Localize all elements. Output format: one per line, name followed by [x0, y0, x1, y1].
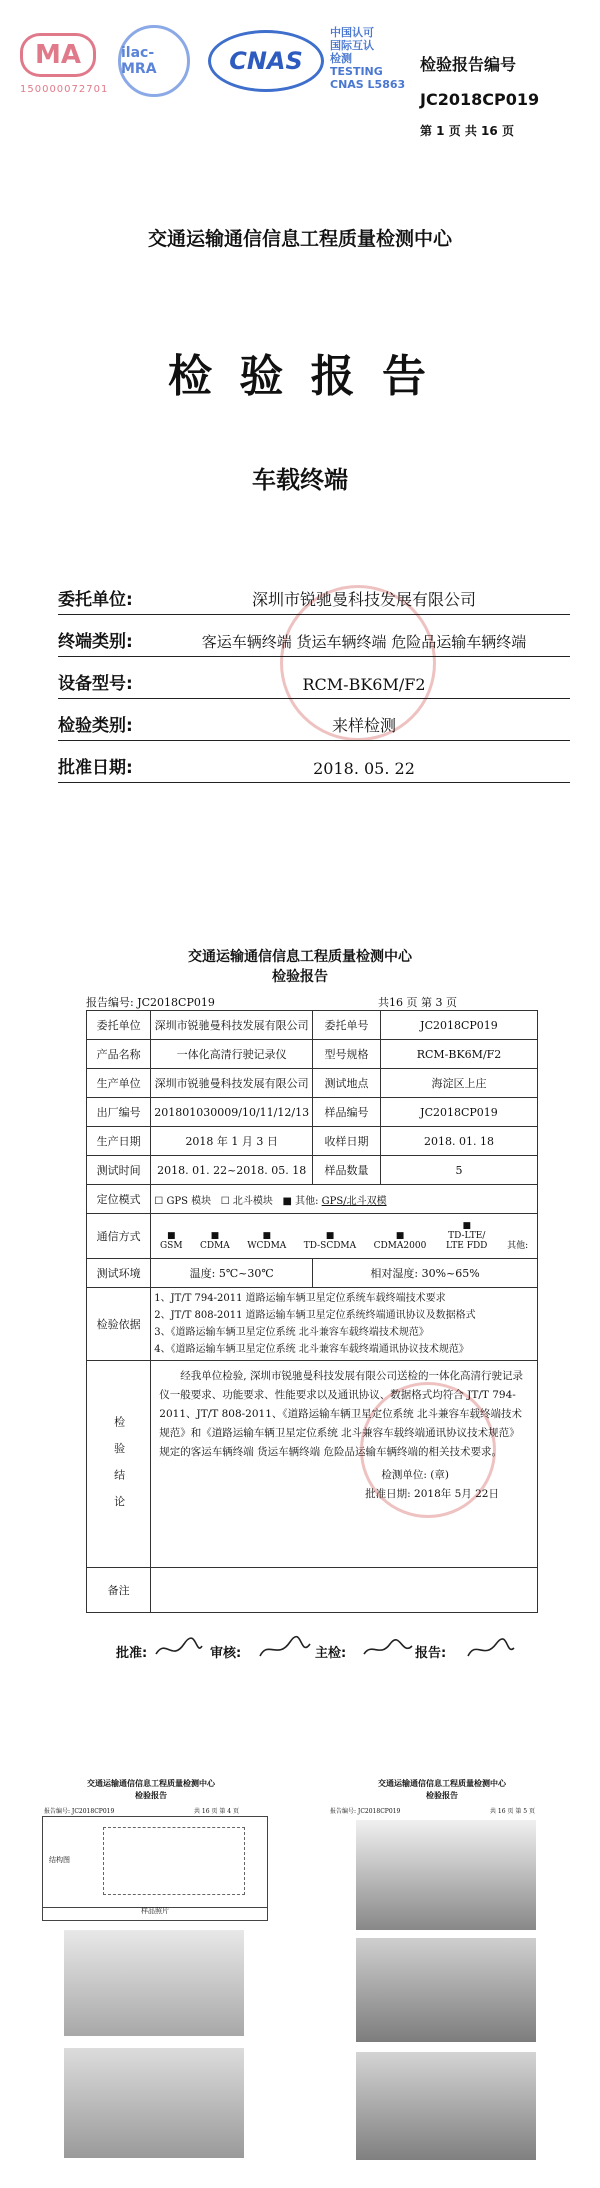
cnas-text-block: 中国认可 国际互认 检测 TESTING CNAS L5863	[330, 26, 406, 91]
table-row: 生产日期 2018 年 1 月 3 日 收样日期 2018. 01. 18	[87, 1127, 538, 1156]
report-title: 检 验 报 告	[168, 351, 432, 402]
report-page-4	[14, 1764, 288, 2176]
p4-title: 检验报告	[426, 1791, 458, 1800]
comm-tdscdma: ■ TD-SCDMA	[303, 1231, 357, 1251]
table-row: 出厂编号 201801030009/10/11/12/13 样品编号 JC2018CP019	[87, 1098, 538, 1127]
field-approve-date: 批准日期: 2018. 05. 22	[58, 750, 570, 783]
ma-number: 150000072701	[20, 84, 109, 95]
p2-org: 交通运输通信信息工程质量检测中心	[188, 949, 412, 965]
report-no-label: 检验报告编号	[420, 55, 517, 74]
p3-photo-label: 样品照片	[141, 1907, 169, 1915]
comm-gsm: ■ GSM	[159, 1231, 183, 1251]
signer-review: 审核:	[210, 1646, 242, 1661]
circuit-board-photo-2	[356, 2052, 536, 2160]
conclusion-row: 检 验 结 论 经我单位检验, 深圳市锐驰曼科技发展有限公司送检的一体化高清行驶记录仪一般要求、功能要求、性能要求以及通讯协议、数据格式均符合 JT/T 794-2011、JT/T 808-2011、《道路运输车辆卫星定位系统 北斗兼容车载终端技术规范》和《道路运输车辆卫星定位系统 北斗兼容车载终端通讯协议技术规范》规定的客运车辆终端 货运车辆终端 危险品运输车辆终端的相关技术要求。 检测单位: (章) 批准日期: 2018年 5月 22日	[87, 1361, 538, 1568]
cover-page	[0, 0, 600, 880]
position-mode-row: 定位模式 ☐ GPS 模块 ☐ 北斗模块 ■ 其他: GPS/北斗双模	[87, 1185, 538, 1214]
org-name: 交通运输通信信息工程质量检测中心	[147, 228, 452, 250]
comm-mode-row: 通信方式 ■ GSM ■ CDMA ■ WCDMA ■ TD-SCDMA ■ CDMA2000 ■ TD-LTE/ LTE FDD 其他:	[87, 1214, 538, 1259]
env-row: 测试环境 温度: 5℃~30℃ 相对湿度: 30%~65%	[87, 1259, 538, 1288]
report-table	[86, 1010, 538, 1613]
p3-org: 交通运输通信信息工程质量检测中心	[87, 1779, 215, 1788]
report-no: JC2018CP019	[420, 90, 540, 109]
p3-page-info: 共 16 页 第 4 页	[194, 1808, 239, 1815]
p3-report-no: 报告编号: JC2018CP019	[44, 1808, 115, 1815]
sample-photo-1	[64, 1930, 244, 2036]
p4-report-no: 报告编号: JC2018CP019	[330, 1808, 401, 1815]
remark-row: 备注	[87, 1568, 538, 1613]
signer-approve: 批准:	[116, 1646, 148, 1661]
comm-wcdma: ■ WCDMA	[247, 1231, 287, 1251]
circuit-board-photo-1	[356, 1938, 536, 2042]
table-row: 测试时间 2018. 01. 22~2018. 05. 18 样品数量 5	[87, 1156, 538, 1185]
comm-other: 其他:	[507, 1241, 529, 1251]
device-photo-1	[356, 1820, 536, 1930]
comm-cdma2000: ■ CDMA2000	[373, 1231, 427, 1251]
p2-page-info: 共16 页 第 3 页	[378, 996, 457, 1009]
signer-main: 主检:	[315, 1646, 347, 1661]
field-inspect-type: 检验类别: 来样检测	[58, 708, 570, 741]
handwritten-signatures	[150, 1632, 520, 1666]
table-row: 委托单位 深圳市锐驰曼科技发展有限公司 委托单号 JC2018CP019	[87, 1011, 538, 1040]
report-page-5	[296, 1764, 588, 2176]
signer-report: 报告:	[415, 1646, 447, 1661]
ma-logo: MA	[16, 30, 100, 80]
report-page-3	[0, 902, 600, 1742]
comm-lte: ■ TD-LTE/ LTE FDD	[446, 1221, 488, 1251]
checkbox-gps: ☐	[154, 1195, 167, 1207]
page-info: 第 1 页 共 16 页	[420, 124, 514, 138]
checkbox-other: ■	[282, 1195, 296, 1207]
structure-diagram	[103, 1827, 245, 1895]
p4-org: 交通运输通信信息工程质量检测中心	[378, 1779, 506, 1788]
p2-title: 检验报告	[272, 969, 328, 985]
field-model: 设备型号: RCM-BK6M/F2	[58, 666, 570, 699]
ilac-mra-logo: ilac-MRA	[108, 26, 200, 96]
p3-title: 检验报告	[135, 1791, 167, 1800]
field-terminal-type: 终端类别: 客运车辆终端 货运车辆终端 危险品运输车辆终端	[58, 624, 570, 657]
report-subtitle: 车载终端	[252, 466, 348, 494]
field-client: 委托单位: 深圳市锐驰曼科技发展有限公司	[58, 582, 570, 615]
p2-report-no: 报告编号: JC2018CP019	[86, 996, 215, 1009]
table-row: 产品名称 一体化高清行驶记录仪 型号规格 RCM-BK6M/F2	[87, 1040, 538, 1069]
cnas-logo: CNAS	[206, 28, 326, 94]
sample-photo-2	[64, 2048, 244, 2158]
p3-diagram-label: 结构图	[49, 1856, 70, 1864]
table-row: 生产单位 深圳市锐驰曼科技发展有限公司 测试地点 海淀区上庄	[87, 1069, 538, 1098]
comm-cdma: ■ CDMA	[199, 1231, 230, 1251]
basis-row: 检验依据 1、JT/T 794-2011 道路运输车辆卫星定位系统车载终端技术要求 2、JT/T 808-2011 道路运输车辆卫星定位系统终端通讯协议及数据格式 3、《道路运输车辆卫星定位系统 北斗兼容车载终端技术规范》 4、《道路运输车辆卫星定位系统 北斗兼容车载终端通讯协议技术规范》	[87, 1288, 538, 1361]
p4-page-info: 共 16 页 第 5 页	[490, 1808, 535, 1815]
checkbox-beidou: ☐	[220, 1195, 233, 1207]
